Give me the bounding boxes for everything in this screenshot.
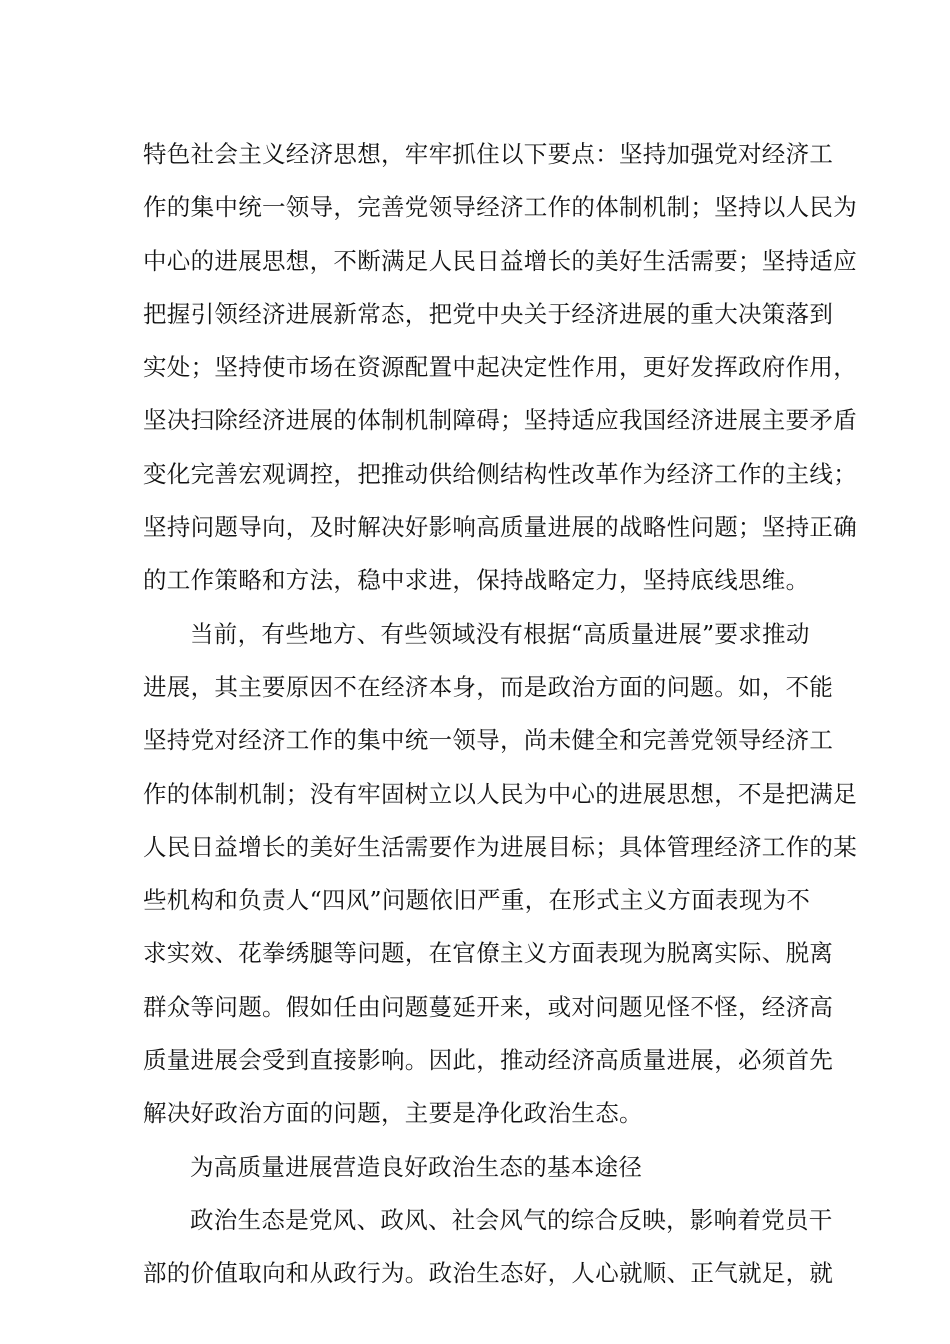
text-line: 当前，有些地方、有些领域没有根据“高质量进展”要求推动 bbox=[190, 619, 810, 648]
text-line: 解决好政治方面的问题，主要是净化政治生态。 bbox=[143, 1099, 643, 1128]
text-line: 坚持党对经济工作的集中统一领导，尚未健全和完善党领导经济工 bbox=[143, 726, 834, 755]
text-line: 变化完善宏观调控，把推动供给侧结构性改革作为经济工作的主线； bbox=[143, 459, 857, 488]
text-line: 进展，其主要原因不在经济本身，而是政治方面的问题。如，不能 bbox=[143, 672, 834, 701]
section-heading-text: 为高质量进展营造良好政治生态的基本途径 bbox=[190, 1152, 643, 1181]
section-heading bbox=[143, 1141, 807, 1194]
text-line: 特色社会主义经济思想，牢牢抓住以下要点：坚持加强党对经济工 bbox=[143, 140, 834, 168]
paragraph-1 bbox=[143, 128, 857, 608]
text-line: 的工作策略和方法，稳中求进，保持战略定力，坚持底线思维。 bbox=[143, 566, 810, 595]
text-line: 群众等问题。假如任由问题蔓延开来，或对问题见怪不怪，经济高 bbox=[143, 992, 834, 1021]
paragraph-2 bbox=[143, 608, 857, 1141]
text-line: 坚持问题导向，及时解决好影响高质量进展的战略性问题；坚持正确 bbox=[143, 513, 857, 542]
paragraph-3 bbox=[143, 1194, 834, 1301]
text-line: 政治生态是党风、政风、社会风气的综合反映，影响着党员干 bbox=[190, 1205, 833, 1234]
text-line: 实处；坚持使市场在资源配置中起决定性作用，更好发挥政府作用， bbox=[143, 353, 857, 382]
text-line: 质量进展会受到直接影响。因此，推动经济高质量进展，必须首先 bbox=[143, 1046, 834, 1075]
text-line: 中心的进展思想，不断满足人民日益增长的美好生活需要；坚持适应 bbox=[143, 246, 857, 275]
text-line: 人民日益增长的美好生活需要作为进展目标；具体管理经济工作的某 bbox=[143, 832, 857, 861]
text-line: 作的体制机制；没有牢固树立以人民为中心的进展思想，不是把满足 bbox=[143, 779, 857, 808]
text-line: 把握引领经济进展新常态，把党中央关于经济进展的重大决策落到 bbox=[143, 299, 834, 328]
text-line: 部的价值取向和从政行为。政治生态好，人心就顺、正气就足，就 bbox=[143, 1259, 834, 1288]
text-line: 求实效、花拳绣腿等问题，在官僚主义方面表现为脱离实际、脱离 bbox=[143, 939, 834, 968]
text-line: 坚决扫除经济进展的体制机制障碍；坚持适应我国经济进展主要矛盾 bbox=[143, 406, 857, 435]
text-line: 些机构和负责人“四风”问题依旧严重，在形式主义方面表现为不 bbox=[143, 886, 811, 915]
document-body bbox=[143, 128, 857, 1301]
text-line: 作的集中统一领导，完善党领导经济工作的体制机制；坚持以人民为 bbox=[143, 193, 857, 222]
